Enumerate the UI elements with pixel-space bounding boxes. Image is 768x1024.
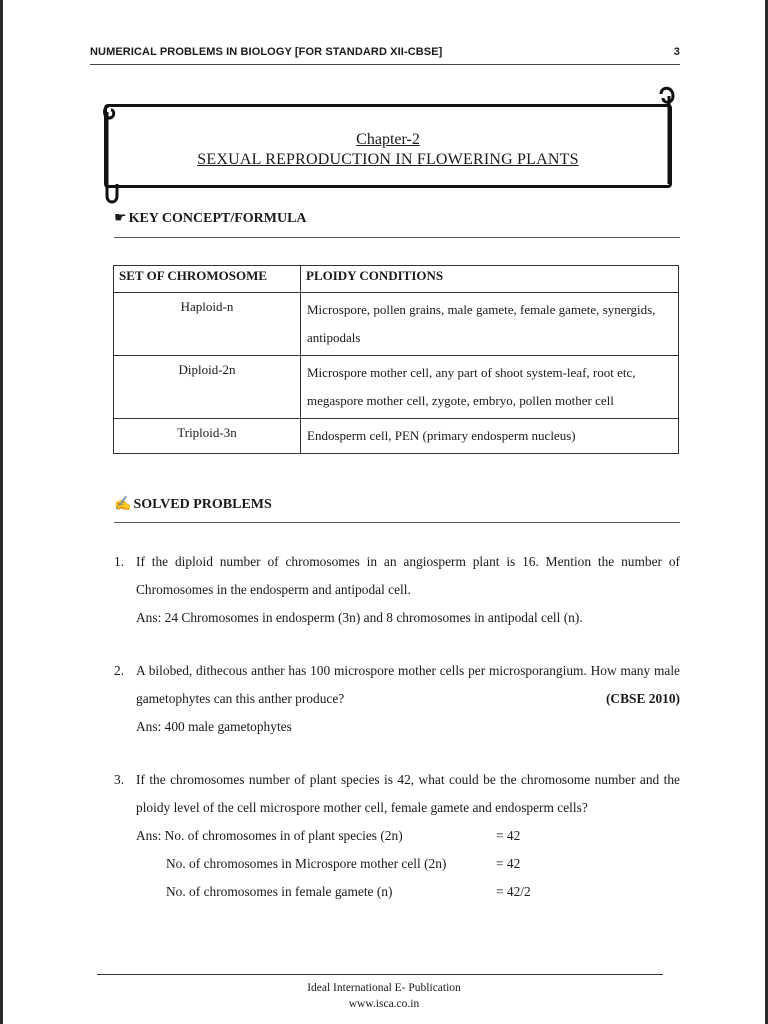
column-header: SET OF CHROMOSOME — [114, 266, 301, 293]
key-concept-rule — [114, 237, 680, 238]
key-concept-heading: ☛ KEY CONCEPT/FORMULA — [114, 211, 307, 226]
footer-website: www.isca.co.in — [348, 998, 420, 1010]
running-header — [90, 46, 680, 58]
solved-problems-heading: ✍ SOLVED PROBLEMS — [114, 497, 272, 512]
footer-publisher: Ideal International E- Publication — [307, 982, 461, 994]
running-title: NUMERICAL PROBLEMS IN BIOLOGY [FOR STANDARD XII-CBSE] — [90, 46, 443, 58]
table-row — [114, 356, 679, 419]
problem-question: If the chromosomes number of plant species is 42, what could be the chromosome number and the ploidy level of the cell microspore mother cell, female gamete and endosperm cells? — [136, 772, 680, 815]
page-number: 3 — [673, 46, 680, 58]
chapter-label: Chapter-2 — [356, 131, 420, 148]
ploidy-conditions-cell: Microspore, pollen grains, male gamete, female gamete, synergids, antipodals — [301, 293, 679, 356]
table-header-row — [114, 266, 679, 293]
problem-number: 1. — [114, 554, 125, 569]
footer-rule — [97, 974, 663, 975]
answer-label: No. of chromosomes in female gamete (n) — [166, 884, 393, 899]
answer-value: = 42 — [496, 856, 521, 871]
problem-1 — [114, 548, 680, 632]
problem-question: If the diploid number of chromosomes in an angiosperm plant is 16. Mention the number of Chromosomes in the endosperm and antipodal cell. — [136, 554, 680, 597]
ploidy-conditions-cell: Endosperm cell, PEN (primary endosperm nucleus) — [301, 419, 679, 454]
answer-value: = 42 — [496, 828, 521, 843]
ploidy-table — [113, 265, 679, 454]
solved-problems-rule — [114, 522, 680, 523]
problem-2 — [114, 657, 680, 741]
answer-value: = 42/2 — [496, 884, 531, 899]
problem-number: 2. — [114, 663, 125, 678]
chromosome-set-cell: Diploid-2n — [114, 356, 301, 419]
chromosome-set-cell: Triploid-3n — [114, 419, 301, 454]
problem-answer: Ans: 24 Chromosomes in endosperm (3n) and 8 chromosomes in antipodal cell (n). — [136, 610, 583, 625]
problem-number: 3. — [114, 772, 125, 787]
pointing-hand-icon: ☛ — [114, 211, 127, 226]
header-rule — [90, 64, 680, 65]
answer-table — [136, 822, 680, 906]
writing-hand-icon: ✍ — [114, 497, 132, 512]
table-row — [114, 419, 679, 454]
problem-answer: Ans: 400 male gametophytes — [136, 719, 292, 734]
chapter-title: SEXUAL REPRODUCTION IN FLOWERING PLANTS — [197, 151, 579, 168]
answer-row — [136, 878, 680, 906]
table-row — [114, 293, 679, 356]
answer-label: No. of chromosomes in Microspore mother cell (2n) — [166, 856, 447, 871]
column-header: PLOIDY CONDITIONS — [301, 266, 679, 293]
problem-question: A bilobed, dithecous anther has 100 microspore mother cells per microsporangium. How many male gametophytes can this anther produce? (CBSE 2010) — [136, 657, 680, 713]
chromosome-set-cell: Haploid-n — [114, 293, 301, 356]
answer-row — [136, 850, 680, 878]
page-edge-left — [0, 0, 3, 1024]
ploidy-conditions-cell: Microspore mother cell, any part of shoot system-leaf, root etc, megaspore mother cell, zygote, embryo, pollen mother cell — [301, 356, 679, 419]
problem-3 — [114, 766, 680, 906]
cbse-tag: (CBSE 2010) — [605, 691, 680, 706]
answer-label: Ans: No. of chromosomes in of plant species (2n) — [136, 828, 403, 843]
answer-row — [136, 822, 680, 850]
